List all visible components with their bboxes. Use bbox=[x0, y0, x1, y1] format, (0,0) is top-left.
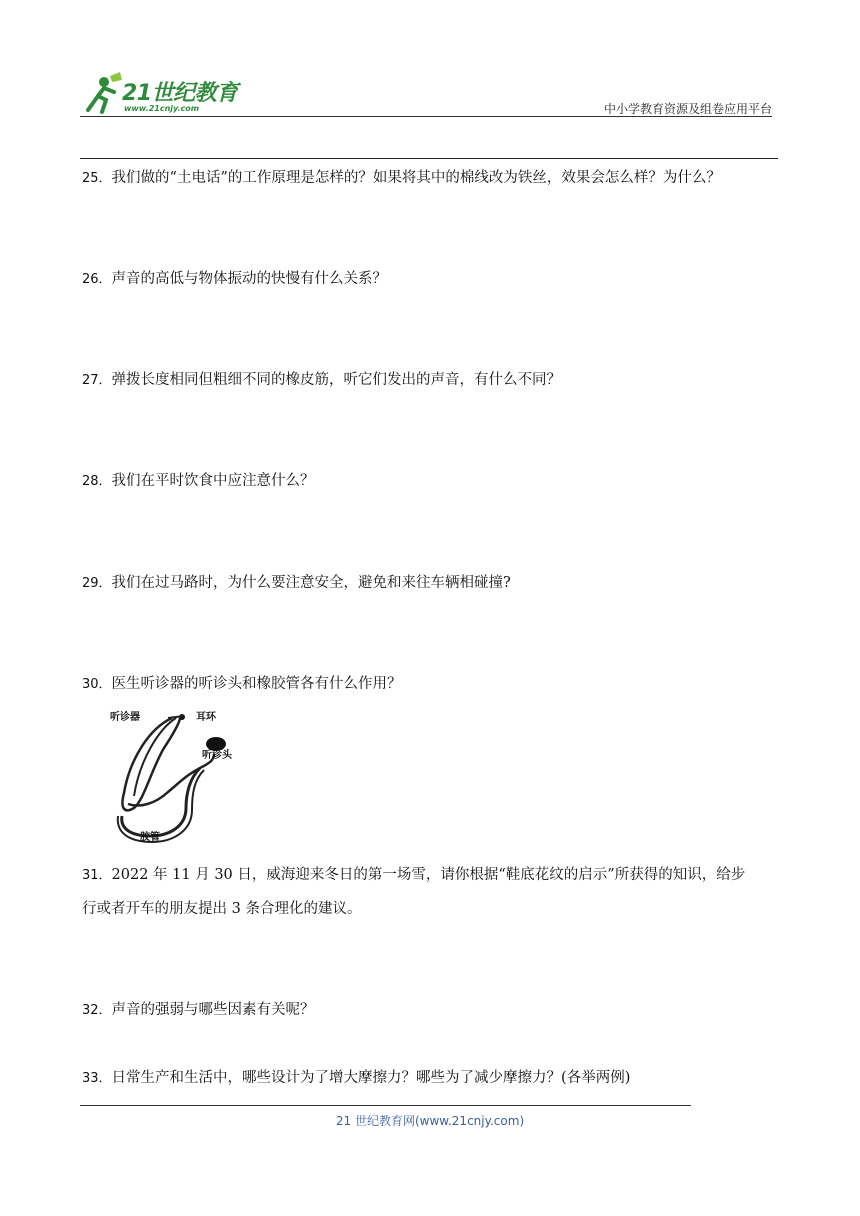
question-text: 声音的强弱与哪些因素有关呢？ bbox=[111, 1002, 315, 1018]
question-number: 25． bbox=[82, 171, 112, 186]
question-27 bbox=[82, 364, 561, 397]
header-divider bbox=[80, 116, 772, 117]
question-text: 我们做的“土电话”的工作原理是怎样的？如果将其中的棉线改为铁丝，效果会怎么样？为什么？ bbox=[111, 170, 721, 186]
question-text-continued: 行或者开车的朋友提出 3 条合理化的建议。 bbox=[82, 901, 362, 917]
question-number: 28． bbox=[82, 474, 112, 489]
runner-logo-icon bbox=[80, 70, 124, 116]
question-31-line2 bbox=[82, 893, 361, 926]
label-earpiece: 耳环 bbox=[196, 712, 216, 723]
question-text: 日常生产和生活中，哪些设计为了增大摩擦力？哪些为了减少摩擦力？(各举两例) bbox=[111, 1070, 631, 1086]
label-tube: 胶管 bbox=[140, 832, 160, 843]
question-text: 声音的高低与物体振动的快慢有什么关系？ bbox=[111, 271, 388, 287]
question-number: 31． bbox=[82, 868, 112, 883]
question-text: 我们在平时饮食中应注意什么？ bbox=[111, 473, 315, 489]
question-31 bbox=[82, 859, 745, 892]
question-26 bbox=[82, 263, 387, 296]
label-stethoscope: 听诊器 bbox=[110, 712, 140, 723]
question-30 bbox=[82, 668, 402, 701]
question-number: 30． bbox=[82, 677, 112, 692]
question-text: 2022 年 11 月 30 日，威海迎来冬日的第一场雪，请你根据“鞋底花纹的启示”所获得的知识，给步 bbox=[111, 867, 746, 883]
question-number: 26． bbox=[82, 272, 112, 287]
question-text: 医生听诊器的听诊头和橡胶管各有什么作用？ bbox=[111, 676, 402, 692]
question-28 bbox=[82, 465, 315, 498]
question-number: 33． bbox=[82, 1071, 112, 1086]
stethoscope-icon bbox=[110, 708, 250, 853]
question-25 bbox=[82, 162, 721, 195]
question-text: 弹拨长度相同但粗细不同的橡皮筋，听它们发出的声音，有什么不同？ bbox=[111, 372, 562, 388]
footer-link[interactable]: 21 世纪教育网(www.21cnjy.com) bbox=[335, 1114, 525, 1128]
question-33 bbox=[82, 1062, 630, 1095]
question-text: 我们在过马路时，为什么要注意安全，避免和来往车辆相碰撞? bbox=[111, 575, 511, 591]
question-number: 27． bbox=[82, 373, 112, 388]
question-29 bbox=[82, 567, 511, 600]
logo-url: www.21cnjy.com bbox=[124, 104, 200, 113]
logo-text: 21世纪教育 bbox=[122, 81, 238, 106]
question-number: 29． bbox=[82, 576, 112, 591]
site-logo bbox=[80, 70, 250, 116]
question-32 bbox=[82, 994, 315, 1027]
label-chestpiece: 听诊头 bbox=[202, 750, 232, 761]
footer-divider bbox=[80, 1105, 691, 1106]
top-divider bbox=[80, 158, 778, 159]
stethoscope-figure bbox=[110, 708, 250, 853]
question-number: 32． bbox=[82, 1003, 112, 1018]
header-platform-text: 中小学教育资源及组卷应用平台 bbox=[603, 102, 772, 116]
